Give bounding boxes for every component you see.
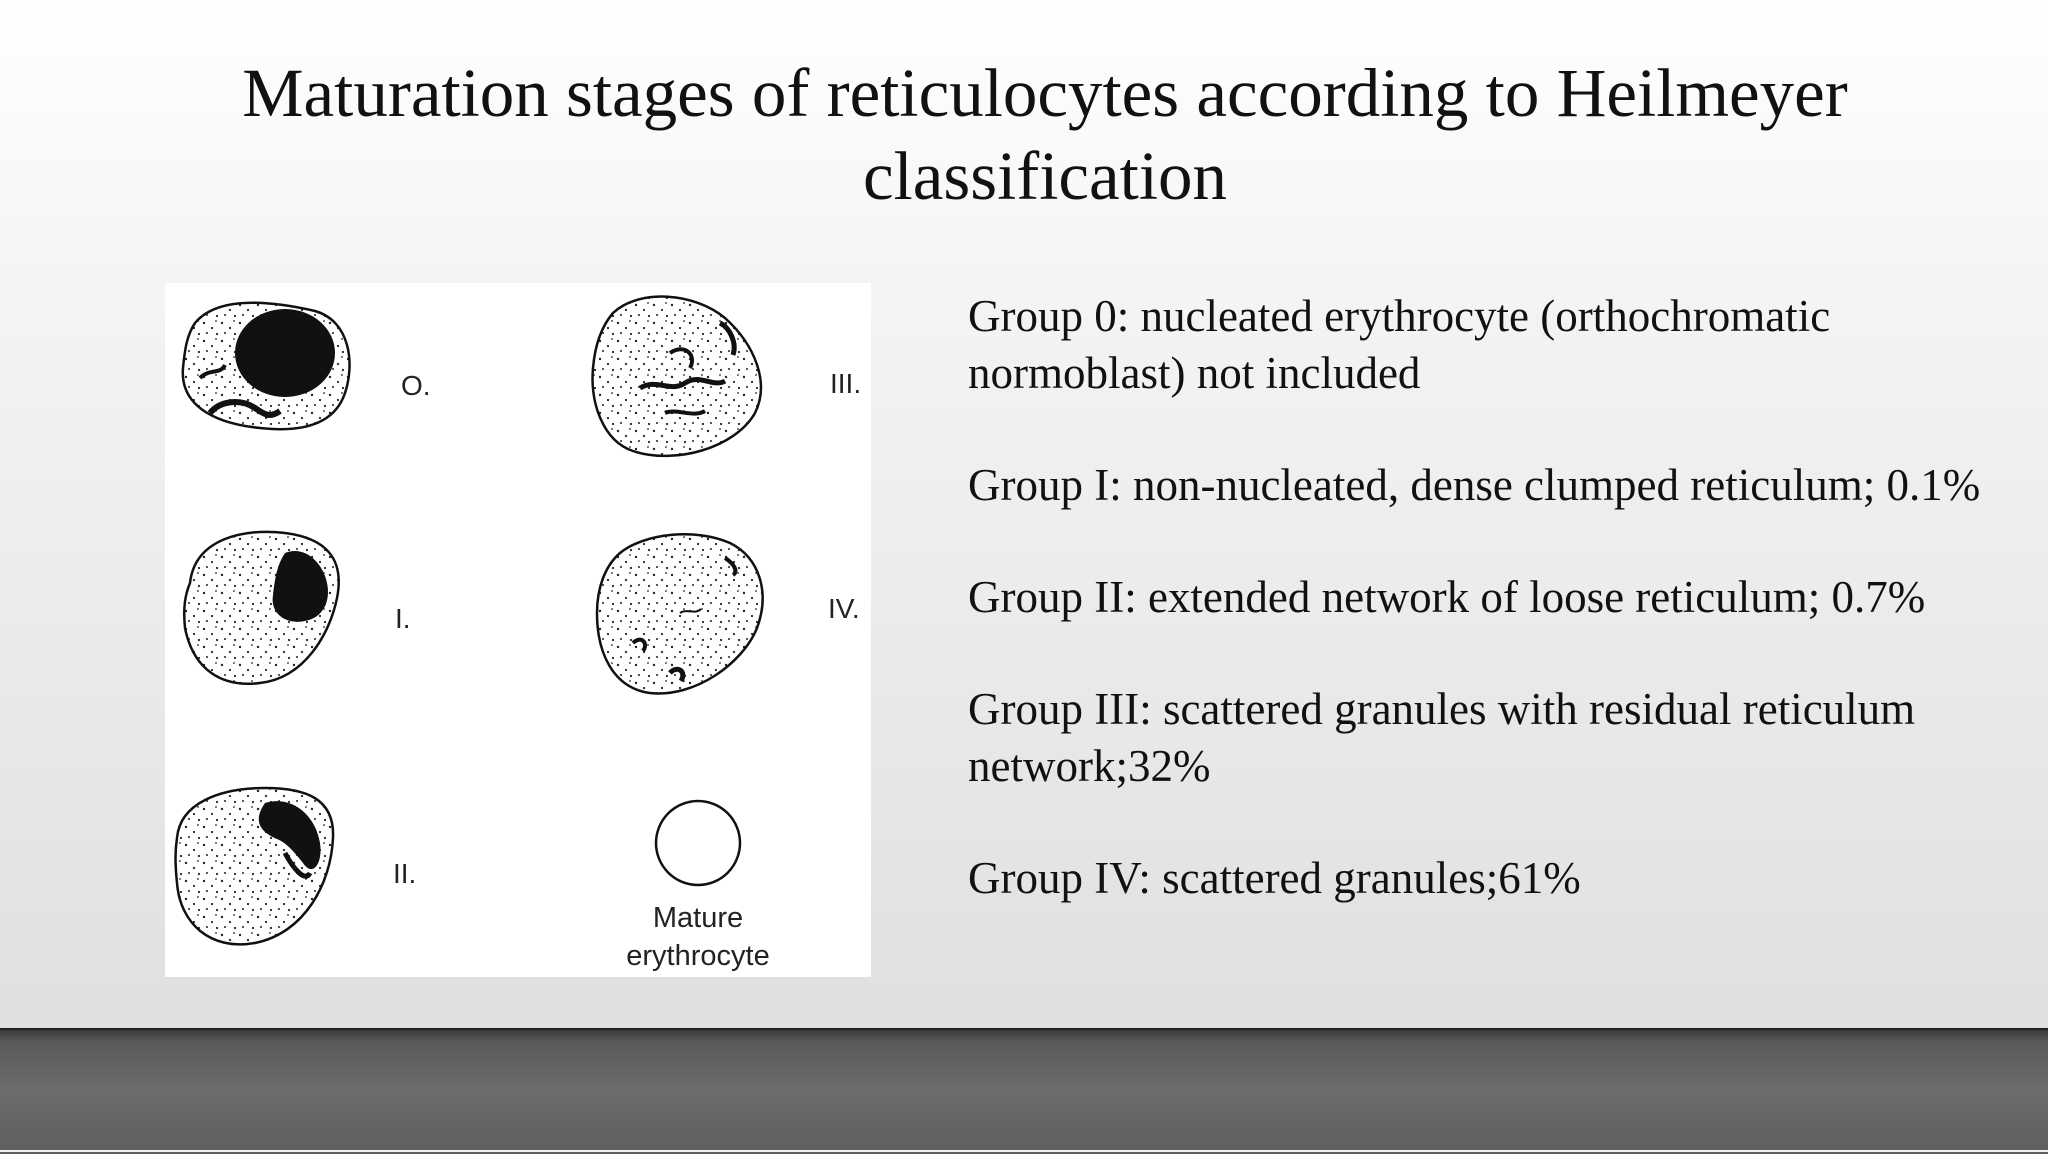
group-descriptions: [968, 288, 2028, 962]
label-stage-0: O.: [401, 370, 431, 401]
cell-mature: [656, 801, 740, 885]
floor-band: [0, 1028, 2048, 1154]
label-mature-line1: Mature: [652, 902, 744, 934]
label-stage-2: II.: [393, 858, 417, 889]
label-stage-1: I.: [395, 603, 411, 634]
slide-title-line1: Maturation stages of reticulocytes according to Heilmeyer: [242, 55, 1848, 131]
cell-stage-4: [597, 534, 763, 693]
group-1-text: Group I: non-nucleated, dense clumped reticulum; 0.1%: [968, 460, 1981, 510]
group-0-text: Group 0: nucleated erythrocyte (orthochromatic normoblast) not included: [968, 291, 1831, 398]
slide-title: [0, 52, 2048, 218]
cell-stage-0: [183, 303, 350, 429]
group-2-text: Group II: extended network of loose reticulum; 0.7%: [968, 572, 1926, 622]
cell-stage-1: [184, 532, 339, 684]
group-4-text: Group IV: scattered granules;61%: [968, 853, 1581, 903]
label-stage-4: IV.: [828, 593, 860, 624]
slide-title-line2: classification: [862, 138, 1228, 214]
cell-stage-2: [176, 788, 334, 944]
label-stage-3: III.: [830, 368, 862, 399]
label-mature-line2: erythrocyte: [626, 940, 770, 972]
reticulocyte-figure: [165, 283, 871, 977]
group-3-text: Group III: scattered granules with residual reticulum network;32%: [968, 684, 1916, 791]
cell-stage-3: [593, 297, 761, 456]
